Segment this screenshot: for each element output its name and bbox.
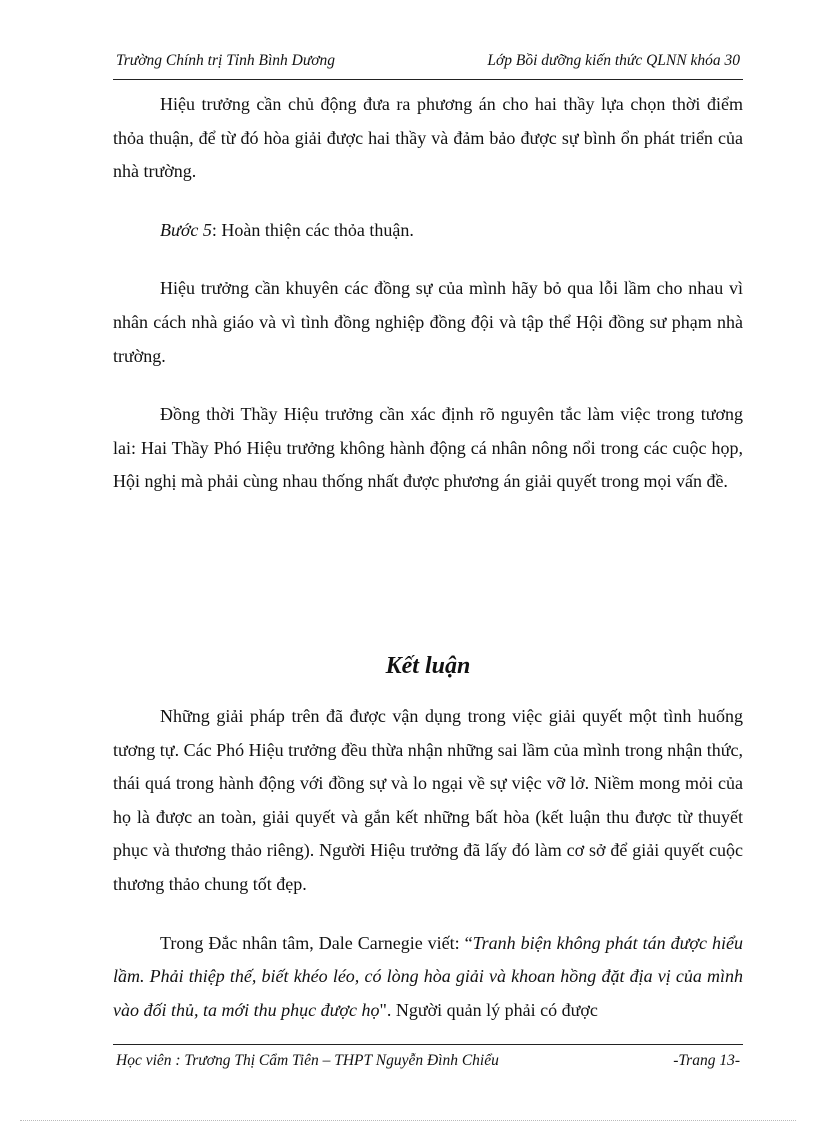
conclusion-paragraph-2 <box>113 927 743 1028</box>
body-paragraph-4: Đồng thời Thầy Hiệu trưởng cần xác định rõ nguyên tắc làm việc trong tương lai: Hai Thầy Phó Hiệu trưởng không hành động cá nhân nông nổi trong các cuộc họp, Hội nghị mà phải cùng nhau thống nhất được phương án giải quyết trong mọi vấn đề. <box>113 404 743 492</box>
header-school-name: Trường Chính trị Tỉnh Bình Dương <box>116 52 336 69</box>
body-paragraph-3: Hiệu trưởng cần khuyên các đồng sự của mình hãy bỏ qua lỗi lầm cho nhau vì nhân cách nhà giáo và vì tình đồng nghiệp đồng đội và tập thể Hội đồng sư phạm nhà trường. <box>113 278 743 366</box>
conclusion-section <box>113 700 743 1027</box>
quote-intro: Trong Đắc nhân tâm, Dale Carnegie viết: “ <box>160 932 473 953</box>
step-5-label: Bước 5 <box>160 219 212 240</box>
step-5-paragraph <box>113 214 743 248</box>
footer-divider <box>113 1044 743 1045</box>
body-section <box>113 88 743 499</box>
footer-student-info: Học viên : Trương Thị Cẩm Tiên – THPT Nguyễn Đình Chiểu <box>116 1052 499 1069</box>
quote-continuation: ". Người quản lý phải có được <box>379 999 598 1020</box>
conclusion-paragraph-1: Những giải pháp trên đã được vận dụng trong việc giải quyết một tình huống tương tự. Các Phó Hiệu trưởng đều thừa nhận những sai lầm của mình trong nhận thức, thái quá trong hành động với đồng sự và lo ngại về sự việc vỡ lở. Niềm mong mỏi của họ là được an toàn, giải quyết và gắn kết những bất hòa (kết luận thu được từ thuyết phục và thương thảo riêng). Người Hiệu trưởng đã lấy đó làm cơ sở để giải quyết cuộc thương thảo chung tốt đẹp. <box>113 706 743 894</box>
header-divider <box>113 79 743 80</box>
body-paragraph-1: Hiệu trưởng cần chủ động đưa ra phương án cho hai thầy lựa chọn thời điểm thỏa thuận, để từ đó hòa giải được hai thầy và đảm bảo được sự bình ổn phát triển của nhà trường. <box>113 94 743 182</box>
header-course-name: Lớp Bồi dưỡng kiến thức QLNN khóa 30 <box>487 52 740 69</box>
footer-page-number: -Trang 13- <box>673 1052 740 1069</box>
page-bottom-edge <box>20 1120 796 1121</box>
conclusion-heading: Kết luận <box>385 653 471 679</box>
step-5-text: : Hoàn thiện các thỏa thuận. <box>211 219 414 240</box>
running-footer <box>113 1052 740 1074</box>
carnegie-quote: Tranh biện không phát tán được hiểu lầm. Phải thiệp thế, biết khéo léo, có lòng hòa giải và khoan hồng đặt địa vị của mình vào đối thủ, ta mới thu phục được họ <box>113 932 743 1020</box>
running-header <box>113 52 740 74</box>
